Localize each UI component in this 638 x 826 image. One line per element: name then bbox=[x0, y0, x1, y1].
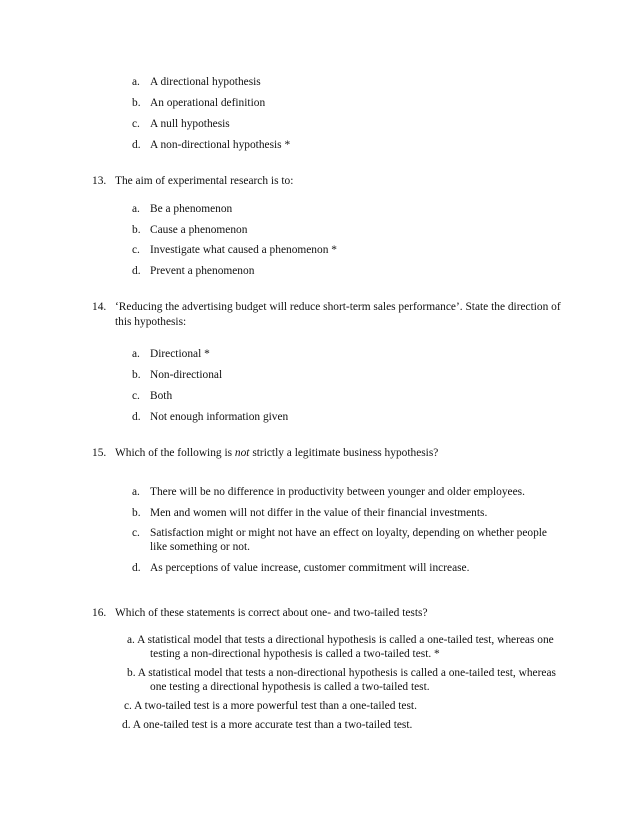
option-letter: b. bbox=[132, 369, 141, 381]
question-number: 13. bbox=[92, 175, 107, 187]
q12-option-c bbox=[132, 117, 612, 131]
option-letter: c. bbox=[132, 527, 140, 539]
option-letter: d. bbox=[132, 265, 141, 277]
question-13 bbox=[92, 174, 293, 188]
q15-option-a bbox=[132, 485, 612, 499]
question-14-continuation bbox=[115, 315, 186, 329]
question-text: Which of these statements is correct about one- and two-tailed tests? bbox=[115, 607, 428, 619]
option-letter: d. bbox=[132, 562, 141, 574]
question-number: 15. bbox=[92, 447, 107, 459]
option-text: A one-tailed test is a more accurate test than a two-tailed test. bbox=[132, 719, 413, 731]
option-text: testing a non-directional hypothesis is called a two-tailed test. * bbox=[150, 648, 440, 660]
option-letter: a. bbox=[132, 76, 140, 88]
option-letter: c. bbox=[132, 244, 140, 256]
option-letter: b. bbox=[132, 97, 141, 109]
option-text: one testing a directional hypothesis is called a two-tailed test. bbox=[150, 681, 430, 693]
option-text: A directional hypothesis bbox=[150, 76, 261, 88]
option-text: Both bbox=[150, 390, 173, 402]
option-letter: c. bbox=[124, 700, 132, 712]
q16-option-a bbox=[127, 633, 554, 647]
question-14 bbox=[92, 300, 561, 314]
question-text-after: strictly a legitimate business hypothesis? bbox=[249, 447, 439, 459]
q13-option-a bbox=[132, 202, 612, 216]
option-letter: a. bbox=[132, 203, 140, 215]
q13-option-d bbox=[132, 264, 612, 278]
option-text: Cause a phenomenon bbox=[150, 224, 248, 236]
option-text: like something or not. bbox=[150, 541, 250, 553]
q14-option-c bbox=[132, 389, 612, 403]
option-letter: c. bbox=[132, 390, 140, 402]
q12-option-d bbox=[132, 138, 612, 152]
q14-option-b bbox=[132, 368, 612, 382]
option-text: Be a phenomenon bbox=[150, 203, 233, 215]
question-text: ‘Reducing the advertising budget will reduce short-term sales performance’. State the direction of bbox=[115, 301, 561, 313]
q16-option-a-continuation bbox=[150, 647, 440, 661]
option-text: A statistical model that tests a non-directional hypothesis is called a one-tailed test, whereas bbox=[137, 667, 556, 679]
option-letter: a. bbox=[127, 634, 135, 646]
option-text: There will be no difference in productivity between younger and older employees. bbox=[150, 486, 525, 498]
q15-option-b bbox=[132, 506, 612, 520]
question-text-before: Which of the following is bbox=[115, 447, 235, 459]
option-letter: d. bbox=[132, 139, 141, 151]
q16-option-b-continuation bbox=[150, 680, 430, 694]
option-text: A two-tailed test is a more powerful test than a one-tailed test. bbox=[134, 700, 417, 712]
option-text: As perceptions of value increase, customer commitment will increase. bbox=[150, 562, 470, 574]
option-text: A statistical model that tests a directional hypothesis is called a one-tailed test, whereas one bbox=[137, 634, 554, 646]
option-text: Men and women will not differ in the value of their financial investments. bbox=[150, 507, 488, 519]
q16-option-d bbox=[122, 718, 412, 732]
q16-option-b bbox=[127, 666, 556, 680]
q16-option-c bbox=[124, 699, 417, 713]
question-text: The aim of experimental research is to: bbox=[115, 175, 294, 187]
option-letter: b. bbox=[132, 224, 141, 236]
q14-option-d bbox=[132, 410, 612, 424]
q13-option-b bbox=[132, 223, 612, 237]
question-15 bbox=[92, 446, 438, 460]
option-letter: a. bbox=[132, 348, 140, 360]
q15-option-c-continuation bbox=[150, 540, 250, 554]
option-text: Not enough information given bbox=[150, 411, 289, 423]
option-letter: c. bbox=[132, 118, 140, 130]
q13-option-c bbox=[132, 243, 612, 257]
option-letter: b. bbox=[132, 507, 141, 519]
option-text: A non-directional hypothesis * bbox=[150, 139, 291, 151]
option-text: Satisfaction might or might not have an effect on loyalty, depending on whether people bbox=[150, 527, 547, 539]
option-text: Prevent a phenomenon bbox=[150, 265, 255, 277]
question-16 bbox=[92, 606, 428, 620]
option-text: Investigate what caused a phenomenon * bbox=[150, 244, 337, 256]
option-letter: d. bbox=[132, 411, 141, 423]
question-text-emphasis: not bbox=[234, 447, 250, 459]
question-number: 14. bbox=[92, 301, 107, 313]
q15-option-c bbox=[132, 526, 612, 540]
option-text: A null hypothesis bbox=[150, 118, 230, 130]
option-letter: a. bbox=[132, 486, 140, 498]
question-text: this hypothesis: bbox=[115, 316, 187, 328]
q12-option-a bbox=[132, 75, 612, 89]
question-number: 16. bbox=[92, 607, 107, 619]
q14-option-a bbox=[132, 347, 612, 361]
option-letter: b. bbox=[127, 667, 136, 679]
option-text: An operational definition bbox=[150, 97, 266, 109]
q12-option-b bbox=[132, 96, 612, 110]
option-text: Directional * bbox=[150, 348, 210, 360]
option-letter: d. bbox=[122, 719, 131, 731]
option-text: Non-directional bbox=[150, 369, 223, 381]
q15-option-d bbox=[132, 561, 612, 575]
